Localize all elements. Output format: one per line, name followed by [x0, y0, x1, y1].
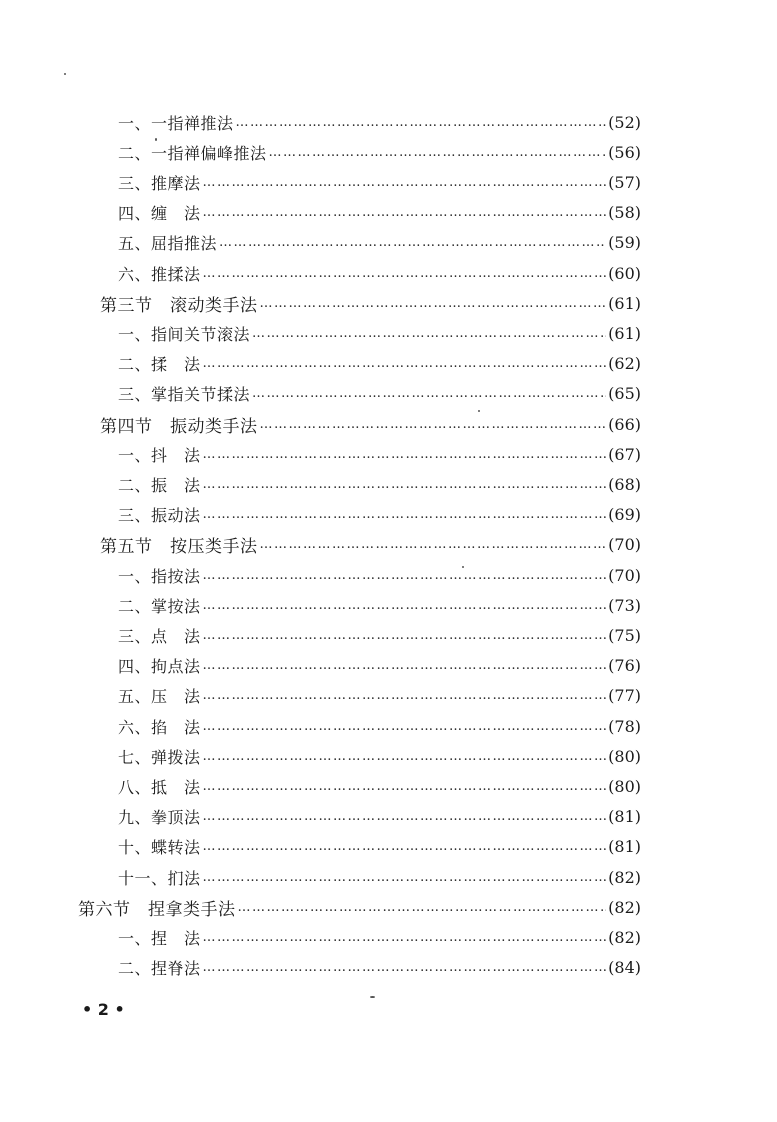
toc-entry-title: 三、推摩法 [118, 173, 201, 193]
toc-leader-dots [203, 477, 607, 492]
toc-leader-dots [203, 749, 607, 764]
toc-entry [118, 258, 641, 288]
toc-leader-dots [203, 568, 607, 583]
scan-speck [64, 73, 66, 75]
toc-entry-title: 二、一指禅偏峰推法 [118, 143, 267, 163]
toc-entry-page: (81) [608, 807, 641, 827]
toc-entry-page: (80) [608, 746, 641, 766]
toc-leader-dots [203, 205, 607, 220]
toc-entry-page: (82) [608, 897, 641, 917]
toc-entry-page: (69) [608, 505, 641, 525]
toc-entry-page: (52) [608, 112, 641, 132]
toc-entry-title: 二、揉 法 [118, 355, 201, 375]
toc-leader-dots [252, 326, 606, 341]
toc-entry-title: 第四节 振动类手法 [100, 416, 258, 437]
toc-entry [118, 802, 641, 832]
toc-entry [118, 228, 641, 258]
toc-entry-title: 一、捏 法 [118, 928, 201, 948]
toc-entry-title: 七、弹拨法 [118, 747, 201, 767]
toc-entry [118, 439, 641, 469]
toc-entry-page: (65) [608, 384, 641, 404]
toc-entry [118, 953, 641, 983]
toc-entry [118, 922, 641, 952]
toc-entry [118, 137, 641, 167]
toc-leader-dots [203, 688, 607, 703]
toc-entry [118, 590, 641, 620]
toc-entry-title: 十一、扪法 [118, 868, 201, 888]
toc-entry-title: 六、推揉法 [118, 264, 201, 284]
toc-entry-page: (61) [608, 323, 641, 343]
toc-entry-page: (57) [608, 172, 641, 192]
toc-leader-dots [219, 235, 606, 250]
toc-entry-title: 三、掌指关节揉法 [118, 385, 251, 405]
toc-entry-page: (82) [608, 867, 641, 887]
toc-entry-page: (59) [608, 233, 641, 253]
toc-entry [118, 469, 641, 499]
toc-entry-title: 四、拘点法 [118, 657, 201, 677]
toc-entry [118, 620, 641, 650]
toc-entry-page: (84) [608, 958, 641, 978]
toc-entry-title: 一、一指禅推法 [118, 113, 234, 133]
toc-entry [118, 500, 641, 530]
toc-entry-title: 第五节 按压类手法 [100, 537, 258, 558]
toc-entry-title: 五、屈指推法 [118, 234, 218, 254]
toc-entry [118, 862, 641, 892]
toc-leader-dots [203, 870, 607, 885]
toc-entry-title: 第三节 滚动类手法 [100, 295, 258, 316]
toc-entry-page: (60) [608, 263, 641, 283]
toc-leader-dots [238, 900, 607, 915]
toc-entry-title: 第六节 捏拿类手法 [78, 899, 236, 920]
toc-leader-dots [203, 356, 607, 371]
toc-entry-page: (56) [608, 142, 641, 162]
toc-leader-dots [260, 537, 607, 552]
toc-leader-dots [203, 779, 607, 794]
toc-leader-dots [203, 266, 607, 281]
toc-entry [118, 560, 641, 590]
scan-speck [462, 566, 464, 568]
toc-entry-page: (76) [608, 656, 641, 676]
toc-leader-dots [203, 447, 607, 462]
toc-leader-dots [203, 658, 607, 673]
toc-entry-title: 一、指按法 [118, 566, 201, 586]
toc-entry-page: (68) [608, 474, 641, 494]
toc-leader-dots [203, 930, 607, 945]
toc-entry-page: (58) [608, 203, 641, 223]
toc-entry-title: 十、蝶转法 [118, 838, 201, 858]
toc-entry-page: (66) [608, 414, 641, 434]
toc-leader-dots [203, 719, 607, 734]
toc-entry-page: (78) [608, 716, 641, 736]
toc-entry-page: (67) [608, 444, 641, 464]
toc-leader-dots [269, 145, 607, 160]
toc-entry [118, 107, 641, 137]
toc-entry-title: 五、压 法 [118, 687, 201, 707]
toc-entry [118, 167, 641, 197]
toc-entry [118, 832, 641, 862]
toc-entry-title: 一、指间关节滚法 [118, 324, 251, 344]
toc-entry-title: 九、拳顶法 [118, 808, 201, 828]
toc-entry-page: (80) [608, 776, 641, 796]
toc-leader-dots [203, 507, 607, 522]
toc-entry-page: (73) [608, 595, 641, 615]
toc-leader-dots [203, 175, 607, 190]
toc-entry-title: 四、缠 法 [118, 204, 201, 224]
toc-leader-dots [260, 417, 607, 432]
toc-entry-title: 三、点 法 [118, 626, 201, 646]
page-number: • 2 • [82, 1000, 125, 1019]
toc-entry-title: 八、抵 法 [118, 777, 201, 797]
toc-entry [118, 741, 641, 771]
scan-speck [370, 996, 375, 998]
toc-entry [118, 349, 641, 379]
scan-speck [478, 410, 480, 412]
toc-leader-dots [236, 115, 607, 130]
toc-entry-page: (61) [608, 293, 641, 313]
toc-entry-title: 一、抖 法 [118, 445, 201, 465]
toc-entry-page: (81) [608, 837, 641, 857]
toc-entry-title: 二、振 法 [118, 475, 201, 495]
toc-entry [78, 892, 641, 922]
toc-entry [100, 530, 641, 560]
toc-entry [118, 651, 641, 681]
toc-entry-title: 二、掌按法 [118, 596, 201, 616]
toc-leader-dots [252, 386, 606, 401]
toc-leader-dots [203, 839, 607, 854]
toc-leader-dots [203, 598, 607, 613]
toc-entry-page: (77) [608, 686, 641, 706]
toc-entry-page: (62) [608, 354, 641, 374]
toc-entry-page: (70) [608, 565, 641, 585]
toc-entry [118, 711, 641, 741]
toc-entry-page: (75) [608, 625, 641, 645]
toc-entry [118, 681, 641, 711]
toc-entry-title: 六、掐 法 [118, 717, 201, 737]
scan-speck [155, 138, 157, 141]
toc-leader-dots [203, 960, 607, 975]
toc-entry-page: (82) [608, 927, 641, 947]
toc-entry [118, 198, 641, 228]
toc-entry-title: 二、捏脊法 [118, 959, 201, 979]
toc-entry [100, 409, 641, 439]
toc-entry [118, 771, 641, 801]
toc-leader-dots [203, 628, 607, 643]
toc-entry [118, 318, 641, 348]
toc-leader-dots [203, 809, 607, 824]
toc-entry [100, 288, 641, 318]
toc-entry-page: (70) [608, 535, 641, 555]
toc-entry [118, 379, 641, 409]
toc-leader-dots [260, 296, 607, 311]
toc-entry-title: 三、振动法 [118, 506, 201, 526]
